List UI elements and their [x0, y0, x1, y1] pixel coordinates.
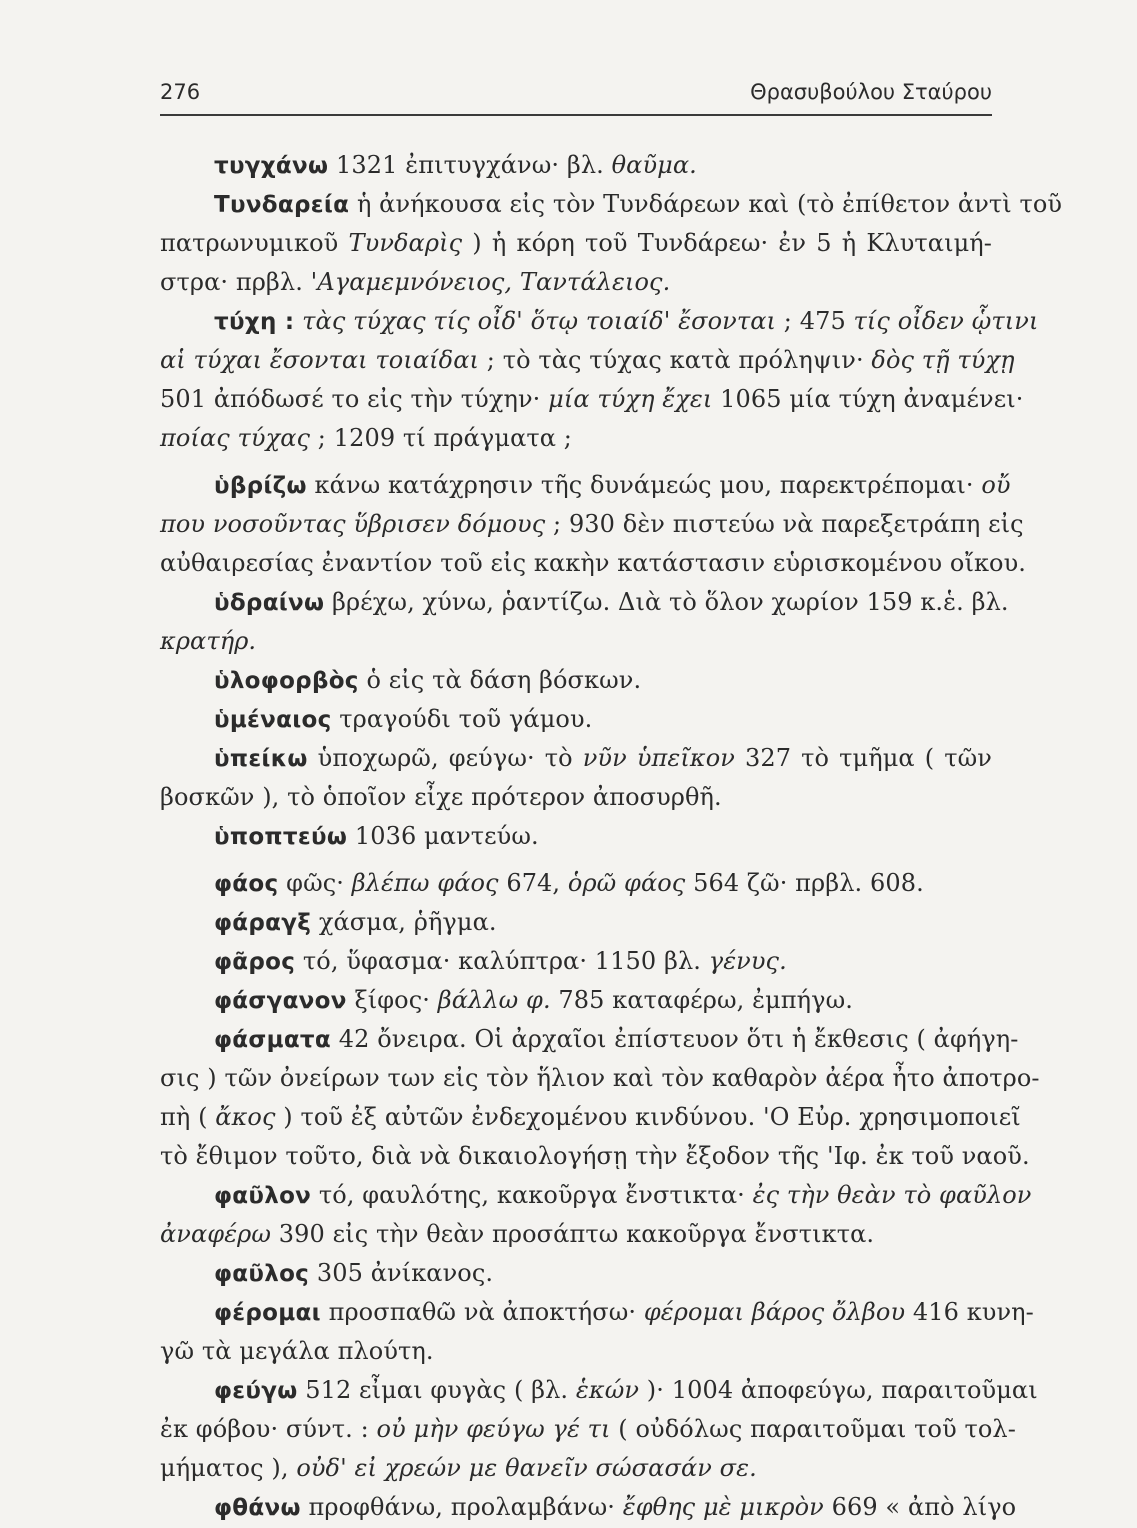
definition-text: ) τοῦ ἐξ αὐτῶν ἐνδεχομένου κινδύνου. 'Ο Εὐρ. χρησιμοποιεῖ: [275, 1103, 1021, 1131]
headword: ὑβρίζω: [214, 473, 307, 499]
quotation: τίς οἶδεν ᾧτινι: [853, 307, 1039, 335]
definition-text: 327 τὸ τμῆμα ( τῶν: [734, 744, 992, 772]
quotation: γένυς.: [708, 947, 787, 975]
headword: ὑδραίνω: [214, 590, 325, 616]
text-line: [160, 1215, 992, 1254]
text-line: [160, 380, 1024, 419]
definition-text: ὁ εἰς τὰ δάση βόσκων.: [358, 666, 642, 694]
definition-text: γῶ τὰ μεγάλα πλούτη.: [160, 1337, 434, 1365]
definition-text: 42 ὄνειρα. Οἱ ἀρχαῖοι ἐπίστευον ὅτι ἡ ἔκθεσις ( ἀφήγη-: [331, 1025, 1019, 1053]
text-line: [160, 661, 992, 700]
quotation: ποίας τύχας: [160, 424, 311, 452]
definition-text: ὑποχωρῶ, φεύγω· τὸ: [307, 744, 583, 772]
headword: φαῦλον: [214, 1183, 312, 1209]
headword: φάος: [214, 871, 279, 897]
text-line: [160, 263, 992, 302]
headword: φάσγανον: [214, 988, 347, 1014]
definition-text: 1321 ἐπιτυγχάνω· βλ.: [328, 151, 612, 179]
quotation: Τυνδαρὶς: [348, 229, 463, 257]
text-line: [160, 583, 1009, 622]
definition-text: προφθάνω, προλαμβάνω·: [300, 1493, 623, 1521]
quotation: που νοσοῦντας ὕβρισεν δόμους: [160, 510, 546, 538]
text-line: [160, 1020, 1019, 1059]
text-line: [160, 302, 1039, 341]
definition-text: 1065 μία τύχη ἀναμένει·: [712, 385, 1024, 413]
quotation: ἑκών: [575, 1376, 640, 1404]
definition-text: φῶς·: [278, 869, 352, 897]
headword: ὑποπτεύω: [214, 824, 348, 850]
definition-text: τό, ὕφασμα· καλύπτρα· 1150 βλ.: [295, 947, 709, 975]
quotation: ὁρῶ φάος: [567, 869, 686, 897]
definition-text: πατρωνυμικοῦ: [160, 229, 349, 257]
page-number: 276: [160, 80, 201, 104]
definition-text: ; 1209 τί πράγματα ;: [310, 424, 572, 452]
quotation: 'Αγαμεμνόνειος, Ταντάλειος.: [310, 268, 671, 296]
definition-text: ) ἡ κόρη τοῦ Τυνδάρεω· ἐν 5 ἡ Κλυταιμή-: [462, 229, 992, 257]
definition-text: βρέχω, χύνω, ῥαντίζω. Διὰ τὸ ὅλον χωρίον 159 κ.ἑ. βλ.: [324, 588, 1009, 616]
text-line: [160, 817, 992, 856]
definition-text: 390 εἰς τὴν θεὰν προσάπτω κακοῦργα ἔνστικτα.: [271, 1220, 875, 1248]
headword: φέρομαι: [214, 1300, 321, 1326]
definition-text: )· 1004 ἀποφεύγω, παραιτοῦμαι: [639, 1376, 1038, 1404]
text-line: [160, 341, 1015, 380]
headword: φάραγξ: [214, 910, 312, 936]
text-line: [160, 1449, 992, 1488]
quotation: τὰς τύχας τίς οἶδ' ὅτῳ τοιαίδ' ἔσονται: [302, 307, 777, 335]
text-line: [160, 1254, 992, 1293]
quotation: βάλλω φ.: [437, 986, 551, 1014]
text-line: [160, 1059, 1040, 1098]
text-line: [160, 224, 992, 263]
quotation: ἀναφέρω: [160, 1220, 272, 1248]
definition-text: χάσμα, ῥῆγμα.: [311, 908, 497, 936]
headword: τυγχάνω: [214, 153, 329, 179]
text-line: [160, 1332, 992, 1371]
running-head-author: Θρασυβούλου Σταύρου: [750, 80, 992, 104]
headword: φᾶρος: [214, 949, 296, 975]
definition-text: 785 καταφέρω, ἐμπήγω.: [550, 986, 853, 1014]
definition-text: ; 930 δὲν πιστεύω νὰ παρεξετράπη εἰς: [545, 510, 1024, 538]
headword: τύχη :: [214, 309, 295, 335]
page-header: [160, 70, 992, 116]
quotation: βλέπω φάος: [351, 869, 499, 897]
definition-text: 674,: [498, 869, 568, 897]
text-line: [160, 1410, 1016, 1449]
definition-text: 564 ζῶ· πρβλ. 608.: [685, 869, 924, 897]
headword: ὑπείκω: [214, 746, 308, 772]
text-line: [160, 700, 992, 739]
headword: φθάνω: [214, 1495, 301, 1521]
text-line: [160, 1488, 1017, 1527]
headword: Τυνδαρεία: [214, 192, 350, 218]
quotation: δὸς τῇ τύχῃ: [871, 346, 1015, 374]
quotation: φέρομαι βάρος ὄλβου: [643, 1298, 906, 1326]
headword: φεύγω: [214, 1378, 298, 1404]
definition-text: πὴ (: [160, 1103, 216, 1131]
text-line: [160, 505, 1024, 544]
quotation: νῦν ὑπεῖκον: [582, 744, 735, 772]
definition-text: τὸ ἔθιμον τοῦτο, διὰ νὰ δικαιολογήσῃ τὴν ἔξοδον τῆς 'Ιφ. ἐκ τοῦ ναοῦ.: [160, 1142, 1030, 1170]
definition-text: προσπαθῶ νὰ ἀποκτήσω·: [320, 1298, 644, 1326]
headword: ὑμέναιος: [214, 707, 332, 733]
definition-text: 512 εἶμαι φυγὰς ( βλ.: [297, 1376, 576, 1404]
headword: φαῦλος: [214, 1261, 310, 1287]
text-line: [160, 981, 992, 1020]
definition-text: αὐθαιρεσίας ἐναντίον τοῦ εἰς κακὴν κατάστασιν εὑρισκομένου οἴκου.: [160, 549, 1027, 577]
text-line: [160, 419, 992, 458]
text-line: [160, 1137, 1030, 1176]
headword: ὑλοφορβὸς: [214, 668, 359, 694]
text-line: [160, 778, 992, 817]
definition-text: 416 κυνη-: [905, 1298, 1034, 1326]
definition-text: ἡ ἀνήκουσα εἰς τὸν Τυνδάρεων καὶ (τὸ ἐπίθετον ἀντὶ τοῦ: [349, 190, 1063, 218]
quotation: αἱ τύχαι ἔσονται τοιαίδαι: [160, 346, 480, 374]
quotation: ἐς τὴν θεὰν τὸ φαῦλον: [752, 1181, 1032, 1209]
glossary-body: [160, 146, 1063, 1527]
quotation: ἔφθης μὲ μικρὸν: [622, 1493, 824, 1521]
definition-text: ξίφος·: [346, 986, 438, 1014]
definition-text: σις ) τῶν ὀνείρων των εἰς τὸν ἥλιον καὶ τὸν καθαρὸν ἀέρα ἦτο ἀποτρο-: [160, 1064, 1040, 1092]
text-line: [160, 864, 992, 903]
text-line: [160, 739, 992, 778]
definition-text: τό, φαυλότης, κακοῦργα ἔνστικτα·: [311, 1181, 753, 1209]
text-line: [160, 544, 1027, 583]
definition-text: ; τὸ τὰς τύχας κατὰ πρόληψιν·: [479, 346, 872, 374]
text-line: [160, 1293, 1034, 1332]
text-line: [160, 1371, 1038, 1410]
text-line: [160, 903, 992, 942]
definition-text: μήματος ),: [160, 1454, 297, 1482]
quotation: οὐδ' εἰ χρεών με θανεῖν σώσασάν σε.: [296, 1454, 757, 1482]
definition-text: 305 ἀνίκανος.: [309, 1259, 494, 1287]
definition-text: ; 475: [776, 307, 854, 335]
definition-text: ἐκ φόβου· σύντ. :: [160, 1415, 377, 1443]
quotation: κρατήρ.: [160, 627, 257, 655]
text-line: [160, 1176, 1032, 1215]
definition-text: στρα· πρβλ.: [160, 268, 311, 296]
quotation: μία τύχη ἔχει: [548, 385, 713, 413]
definition-text: ( οὐδόλως παραιτοῦμαι τοῦ τολ-: [610, 1415, 1016, 1443]
quotation: ἄκος: [215, 1103, 276, 1131]
text-line: [160, 942, 992, 981]
definition-text: [294, 307, 302, 335]
text-line: [160, 466, 1011, 505]
definition-text: τραγούδι τοῦ γάμου.: [331, 705, 593, 733]
definition-text: 669 « ἀπὸ λίγο: [823, 1493, 1017, 1521]
quotation: οὐ μὴν φεύγω γέ τι: [376, 1415, 611, 1443]
definition-text: βοσκῶν ), τὸ ὁποῖον εἶχε πρότερον ἀποσυρθῆ.: [160, 783, 722, 811]
definition-text: κάνω κατάχρησιν τῆς δυνάμεώς μου, παρεκτρέπομαι·: [306, 471, 982, 499]
quotation: οὔ: [981, 471, 1011, 499]
text-line: [160, 622, 992, 661]
headword: φάσματα: [214, 1027, 332, 1053]
text-line: [160, 146, 992, 185]
text-line: [160, 185, 1063, 224]
definition-text: 1036 μαντεύω.: [347, 822, 539, 850]
text-line: [160, 1098, 1021, 1137]
quotation: θαῦμα.: [611, 151, 697, 179]
definition-text: 501 ἀπόδωσέ το εἰς τὴν τύχην·: [160, 385, 549, 413]
